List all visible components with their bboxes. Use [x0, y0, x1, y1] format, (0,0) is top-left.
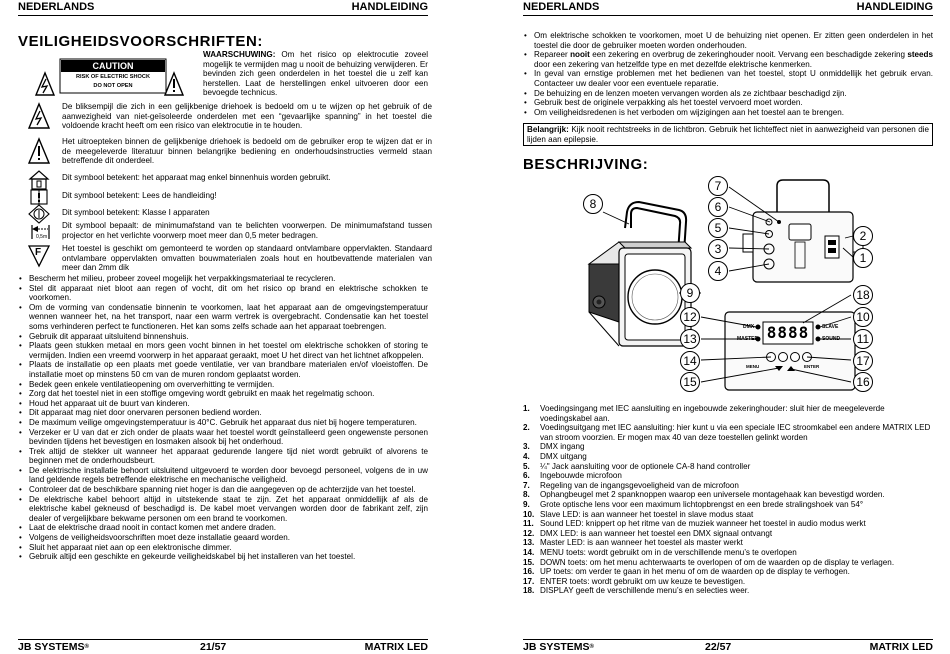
callout-number-5: 5: [714, 221, 722, 235]
description-item: [523, 500, 933, 510]
important-label: Belangrijk:: [527, 125, 569, 134]
distance-description: Dit symbool bepaalt: de minimumafstand van te belichten voorwerpen. De minimumafstand tussen projector en het verlichte voorwerp moet meer dan 0,5 meter bedragen.: [62, 221, 432, 240]
description-item: [523, 548, 933, 558]
description-item-number: 9.: [523, 499, 530, 509]
safety-bullet-item: • Volgens de veiligheidsvoorschriften moet deze installatie geaard worden.: [18, 533, 428, 543]
safety-bullet-item: • Zorg dat het toestel niet in een stoffige omgeving wordt gebruikt en maak het regelmatig schoon.: [18, 389, 428, 399]
header-language: NEDERLANDS: [18, 1, 95, 13]
description-item-text: DISPLAY geeft de verschillende menu’s en selecties weer.: [540, 586, 750, 596]
description-item-number: 4.: [523, 451, 530, 461]
bullet-text-segment: In geval van ernstige problemen met het bedienen van het toestel, stopt U onmiddellijk het gebruik ervan. Contacteer uw dealer voor een eventuele reparatie.: [534, 69, 933, 88]
description-item-text: Voedingsuitgang met IEC aansluiting: hier kunt u via een speciale IEC stroomkabel een andere MATRIX LED van stroom voorzien. Er mogen max 40 van deze toestellen gelinkt worden: [540, 423, 931, 442]
safety-bullet-item: • Verzeker er U van dat er zich onder de plaats waar het toestel wordt geïnstalleerd geen ongewenste personen bevinden tijdens het bevestigen en losmaken alsook bij het onderhoud.: [18, 428, 428, 447]
callout-number-layer: [567, 172, 907, 392]
description-item-number: 18.: [523, 586, 535, 596]
description-item-number: 8.: [523, 490, 530, 500]
callout-number-18: 18: [856, 288, 870, 302]
description-item-number: 5.: [523, 461, 530, 471]
description-item: [523, 490, 933, 500]
description-item: [523, 558, 933, 568]
footer-page-number: 21/57: [200, 641, 227, 653]
description-item: [523, 462, 933, 472]
safety-bullet-list-continued: [523, 31, 933, 117]
description-item-number: 2.: [523, 423, 530, 433]
caution-open-text: DO NOT OPEN: [93, 83, 133, 89]
callout-number-7: 7: [714, 179, 722, 193]
safety-bullet-item: • Sluit het apparaat niet aan op een elektronische dimmer.: [18, 543, 428, 553]
description-item-number: 17.: [523, 576, 535, 586]
description-item-text: Ingebouwde microfoon: [540, 471, 622, 481]
led-display: 8888: [766, 323, 810, 342]
safety-bullet-item: • Om de vorming van condensatie binnenin te voorkomen, laat het apparaat aan de omgevingstemperatuur wennen wanneer het, na het transport, naar een warm vertrek is overgebracht. Condensatie kan het toestel soms verhinderen perfect te functioneren. Het kan soms zelfs schade aan het apparaat toebrengen.: [18, 303, 428, 332]
safety-bullet-item: • Plaats geen stukken metaal en mors geen vocht binnen in het toestel om elektrische schokken of storing te vermijden. Indien een vreemd voorwerp in het apparaat geraakt, moet U het direct van het lichtnet afkoppelen.: [18, 341, 428, 360]
footer-product: MATRIX LED: [364, 641, 428, 653]
description-item: [523, 577, 933, 587]
footer-product: MATRIX LED: [869, 641, 933, 653]
bullet-text-segment: Repareer: [534, 50, 571, 60]
footer-registered-mark: ®: [84, 644, 89, 650]
header-manual: HANDLEIDING: [351, 1, 428, 13]
description-item-text: DOWN toets: om het menu achterwaarts te overlopen of om de waarden op de display te verlagen.: [540, 557, 895, 567]
safety-bullet-item: [523, 89, 933, 99]
exclamation-description: Het uitroepteken binnen de gelijkbenige driehoek is bedoeld om de gebruiker erop te wijzen dat er in de meegeleverde literatuur binnen belangrijke bediening en onderhoudsinstructies vermeld staan betreffende dit onderdeel.: [62, 137, 432, 166]
description-item-number: 15.: [523, 557, 535, 567]
bullet-text-segment: steeds: [907, 50, 933, 60]
footer-brand: [523, 641, 594, 654]
caution-label: CAUTION: [92, 61, 134, 71]
callout-number-4: 4: [714, 264, 722, 278]
description-item-number: 13.: [523, 538, 535, 548]
description-item: [523, 481, 933, 491]
footer-rule: [523, 639, 933, 640]
flammable-description: Het toestel is geschikt om gemonteerd te worden op standaard ontvlambare oppervlakten. Standaard ontvlambare oppervlakten omvatten bouwmaterialen zoals hout en houtbevattende materialen van meer dan 2mm dik: [62, 244, 432, 273]
section-title-description: BESCHRIJVING:: [523, 156, 649, 173]
safety-bullet-item: • Dit apparaat mag niet door onervaren personen bediend worden.: [18, 408, 428, 418]
description-item: [523, 510, 933, 520]
bullet-text-segment: een zekering en overbrug de zekeringhouder nooit. Vervang een beschadigde zekering: [589, 50, 908, 60]
bullet-text-segment: door een zekering van hetzelfde type en met dezelfde elektrische kenmerken.: [534, 59, 813, 69]
footer-brand-text: JB SYSTEMS: [18, 641, 85, 653]
footer-rule: [18, 639, 428, 640]
panel-label-sound: SOUND: [822, 336, 841, 342]
safety-bullet-item: [523, 50, 933, 69]
description-item-text: Slave LED: is aan wanneer het toestel in slave modus staat: [540, 509, 754, 519]
callout-number-12: 12: [683, 310, 697, 324]
description-item: [523, 529, 933, 539]
description-item-number: 3.: [523, 442, 530, 452]
description-item-text: ENTER toets: wordt gebruikt om uw keuze te bevestigen.: [540, 576, 746, 586]
description-item-number: 12.: [523, 528, 535, 538]
safety-bullet-item: • Bedek geen enkele ventilatieopening om oververhitting te vermijden.: [18, 380, 428, 390]
description-item-number: 16.: [523, 567, 535, 577]
important-text: Kijk nooit rechtstreeks in de lichtbron. Gebruik het lichteffect niet in aanwezigheid van personen die lijden aan epilepsie.: [527, 125, 929, 144]
description-item-text: UP toets: om verder te gaan in het menu of om de waarden op de display te verhogen.: [540, 567, 850, 577]
callout-number-8: 8: [589, 197, 597, 211]
right-page: [475, 0, 950, 654]
safety-bullet-item: [523, 69, 933, 88]
callout-number-9: 9: [686, 286, 694, 300]
safety-bullet-item: • Laat de elektrische draad nooit in contact komen met andere draden.: [18, 523, 428, 533]
safety-bullet-item: • Houd het apparaat uit de buurt van kinderen.: [18, 399, 428, 409]
description-item-text: DMX ingang: [540, 442, 585, 452]
header-language: NEDERLANDS: [523, 1, 600, 13]
description-numbered-list: [523, 404, 933, 596]
callout-number-13: 13: [683, 332, 697, 346]
safety-bullet-item: • Trek altijd de stekker uit wanneer het apparaat gedurende langere tijd niet wordt gebruikt of alvorens te beginnen met de onderhoudsbeurt.: [18, 447, 428, 466]
description-item: [523, 519, 933, 529]
callout-number-17: 17: [856, 354, 870, 368]
description-item-number: 10.: [523, 509, 535, 519]
description-item-number: 11.: [523, 519, 534, 529]
exclamation-triangle-icon: [28, 137, 50, 165]
description-item: [523, 567, 933, 577]
description-item-text: Ophangbeugel met 2 spanknoppen waarop een universele montagehaak kan bevestigd worden.: [540, 490, 885, 500]
bullet-text-segment: Gebruik best de originele verpakking als het toestel vervoerd moet worden.: [534, 98, 803, 108]
safety-bullet-item: • De elektrische installatie behoort uitsluitend uitgevoerd te worden door bevoegd personeel, volgens de in uw land geldende regels betreffende elektrische en mechanische veiligheid.: [18, 466, 428, 485]
bullet-text-segment: Om elektrische schokken te voorkomen, moet U de behuizing niet openen. Er zitten geen onderdelen in het toestel die door de gebruiker moeten worden onderhouden.: [534, 31, 933, 50]
safety-bullet-item: [523, 98, 933, 108]
description-item-text: MENU toets: wordt gebruikt om in de verschillende menu’s te overlopen: [540, 547, 797, 557]
safety-bullet-item: • Controleer dat de beschikbare spanning niet hoger is dan die aangegeven op de achterzijde van het toestel.: [18, 485, 428, 495]
warning-text: Om het risico op elektrocutie zoveel mogelijk te vermijden mag u nooit de behuizing verwijderen. Er bevinden zich geen onderdelen in het toestel die u zelf kan herstellen. Laat de herstellingen enkel uitvoeren door een bevoegde technicus.: [203, 50, 428, 98]
description-item: [523, 538, 933, 548]
class-description: Dit symbool betekent: Klasse I apparaten: [62, 208, 210, 217]
description-item-text: Sound LED: knippert op het ritme van de muziek wanneer het toestel in audio modus werkt: [540, 519, 866, 529]
panel-label-slave: SLAVE: [822, 324, 839, 330]
distance-label: 0,5m: [36, 234, 48, 240]
panel-label-dmx: DMX: [743, 324, 755, 330]
lightning-triangle-icon: [28, 102, 50, 130]
callout-number-15: 15: [683, 375, 697, 389]
description-item-text: Grote optische lens voor een maximum lichtopbrengst en een brede stralingshoek van 54°: [540, 499, 864, 509]
description-item: [523, 586, 933, 596]
header-rule: [523, 15, 933, 16]
callout-number-6: 6: [714, 200, 722, 214]
bullet-text-segment: Om veiligheidsredenen is het verboden om wijzigingen aan het toestel aan te brengen.: [534, 107, 845, 117]
header-rule: [18, 15, 428, 16]
indoor-house-icon: [28, 170, 50, 190]
callout-number-14: 14: [683, 354, 697, 368]
callout-number-2: 2: [859, 229, 867, 243]
safety-bullet-item: • Bescherm het milieu, probeer zoveel mogelijk het verpakkingsmateriaal te recycleren.: [18, 274, 428, 284]
bullet-text-segment: De behuizing en de lenzen moeten vervangen worden als ze zichtbaar beschadigd zijn.: [534, 88, 847, 98]
safety-bullet-item: • De maximum veilige omgevingstemperatuur is 40°C. Gebruik het apparaat dus niet bij hogere temperaturen.: [18, 418, 428, 428]
safety-bullet-item: • Gebruik altijd een geschikte en gekeurde veiligheidskabel bij het installeren van het toestel.: [18, 552, 428, 562]
description-item-text: ¼" Jack aansluiting voor de optionele CA-8 hand controller: [540, 461, 751, 471]
caution-risk-text: RISK OF ELECTRIC SHOCK: [76, 74, 150, 80]
warning-label: WAARSCHUWING:: [203, 50, 276, 59]
bullet-text-segment: nooit: [570, 50, 590, 60]
description-item: [523, 404, 933, 423]
description-item-number: 1.: [523, 404, 530, 413]
description-item-number: 7.: [523, 480, 530, 490]
callout-number-1: 1: [859, 251, 867, 265]
description-item: [523, 442, 933, 452]
description-item-text: Regeling van de ingangsgevoeligheid van de microfoon: [540, 480, 739, 490]
description-item: [523, 452, 933, 462]
footer-brand: [18, 641, 89, 654]
safety-bullet-item: • Stel dit apparaat niet bloot aan regen of vocht, dit om het risico op brand en elektrische schokken te voorkomen.: [18, 284, 428, 303]
manual-description: Dit symbool betekent: Lees de handleiding!: [62, 191, 217, 200]
description-item-text: DMX uitgang: [540, 451, 587, 461]
footer-brand-text: JB SYSTEMS: [523, 641, 590, 653]
callout-number-11: 11: [856, 332, 870, 346]
warning-paragraph: [203, 50, 428, 98]
description-item-number: 6.: [523, 471, 530, 481]
footer-registered-mark: ®: [589, 644, 594, 650]
safety-bullet-item: • De elektrische kabel behoort altijd in uitstekende staat te zijn. Zet het apparaat onmiddellijk af als de elektrische kabel gekneusd of beschadigd is. De kabel moet vervangen worden door de fabrikant zelf, zijn dealer of vergelijkbare bekwame personen om een brand te voorkomen.: [18, 495, 428, 524]
footer-page-number: 22/57: [705, 641, 732, 653]
callout-number-10: 10: [856, 310, 870, 324]
panel-label-master: MASTER: [737, 336, 759, 342]
lightning-description: De bliksempijl die zich in een gelijkbenige driehoek is bedoeld om u te wijzen op het gebruik of de aanwezigheid van niet-geïsoleerde onderdelen met een “gevaarlijke spanning” in het toestel die voldoende kracht heeft om een risico van elektrocutie in te houden.: [62, 102, 432, 131]
description-item-number: 14.: [523, 547, 535, 557]
safety-bullet-list: [18, 274, 428, 562]
description-item-text: Voedingsingang met IEC aansluiting en ingebouwde zekeringhouder: sluit hier de meegeleverde voedingskabel aan.: [540, 404, 885, 423]
flammable-label: F: [35, 247, 42, 258]
panel-label-enter: ENTER: [804, 364, 820, 369]
indoor-description: Dit symbool betekent: het apparaat mag enkel binnenhuis worden gebruikt.: [62, 173, 331, 182]
important-notice-box: [523, 123, 933, 146]
caution-graphic: [28, 55, 198, 97]
panel-label-menu: MENU: [746, 364, 760, 369]
description-item: [523, 471, 933, 481]
description-item-text: Master LED: is aan wanneer het toestel als master werkt: [540, 538, 743, 548]
callout-number-3: 3: [714, 242, 722, 256]
section-title-safety: VEILIGHEIDSVOORSCHRIFTEN:: [18, 33, 264, 50]
safety-bullet-item: • Gebruik dit apparaat uitsluitend binnenshuis.: [18, 332, 428, 342]
safety-bullet-item: [523, 108, 933, 118]
description-item-text: DMX LED: is aan wanneer het toestel een DMX signaal ontvangt: [540, 528, 773, 538]
callout-number-16: 16: [856, 375, 870, 389]
header-manual: HANDLEIDING: [856, 1, 933, 13]
description-item: [523, 423, 933, 442]
safety-bullet-item: • Plaats de installatie op een plaats met goede ventilatie, ver van brandbare materialen en/of vloeistoffen. De installatie moet op minstens 50 cm van de muren rondom geplaatst worden.: [18, 360, 428, 379]
safety-bullet-item: [523, 31, 933, 50]
